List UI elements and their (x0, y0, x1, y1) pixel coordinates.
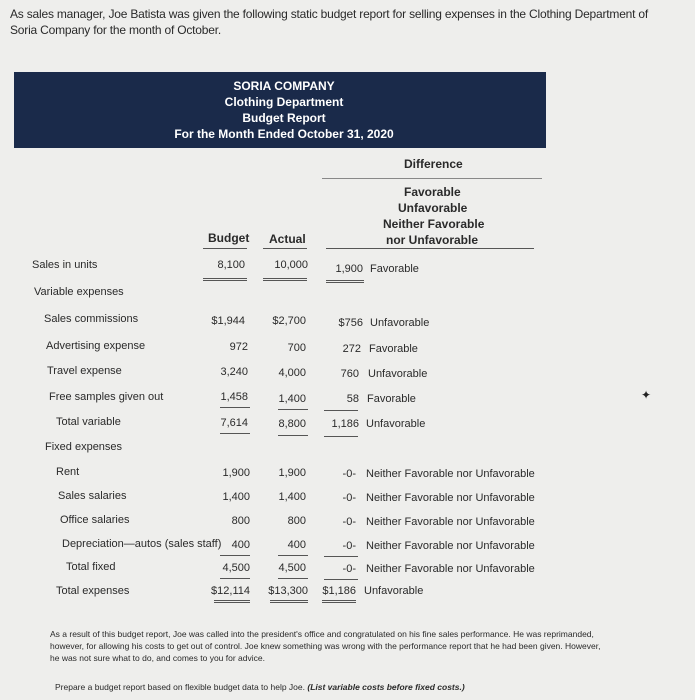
diff-value: -0- (342, 540, 356, 552)
variable-expenses-heading: Variable expenses (34, 286, 124, 298)
budget-value: 972 (229, 341, 248, 353)
legend-nor-unfavorable: nor Unfavorable (386, 233, 479, 247)
fav-label: Neither Favorable nor Unfavorable (366, 468, 535, 480)
diff-heading-rule (326, 248, 534, 249)
legend-unfavorable: Unfavorable (398, 201, 468, 215)
row-label: Depreciation—autos (sales staff) (62, 538, 222, 550)
closing-paragraph: As a result of this budget report, Joe was called into the president's office and congratulated on his fine sales performance. He was reprimanded, however, for allowing his costs to get out of control. Joe knew something was wrong with the performance report that he had been given. However, he was not sure what to do, and comes to you for advice. (50, 629, 601, 663)
diff-value: -0- (342, 516, 356, 528)
actual-value: 10,000 (274, 259, 308, 271)
diff-value: -0- (342, 492, 356, 504)
row-label: Free samples given out (49, 391, 164, 403)
fav-label: Favorable (367, 393, 416, 405)
subtotal-rule (220, 578, 250, 579)
double-rule (270, 600, 308, 601)
actual-value: 800 (287, 515, 306, 527)
legend-neither: Neither Favorable (383, 217, 485, 231)
row-label: Total variable (56, 416, 121, 428)
budget-value: 7,614 (220, 417, 248, 429)
actual-value: 1,400 (278, 491, 306, 503)
subtotal-rule (278, 555, 308, 556)
fav-label: Neither Favorable nor Unfavorable (366, 516, 535, 528)
fav-label: Favorable (369, 343, 418, 355)
budget-value: 3,240 (220, 366, 248, 378)
fav-label: Neither Favorable nor Unfavorable (366, 540, 535, 552)
fav-label: Unfavorable (368, 368, 428, 380)
department-name: Clothing Department (224, 95, 344, 109)
diff-value: 1,900 (335, 263, 363, 275)
actual-value: $2,700 (272, 315, 306, 327)
double-rule (326, 280, 364, 281)
subtotal-rule (278, 435, 308, 436)
double-rule (214, 600, 250, 601)
diff-value: $756 (338, 317, 363, 329)
difference-heading: Difference (404, 157, 463, 171)
row-label: Rent (56, 466, 80, 478)
subtotal-rule (220, 433, 250, 434)
fav-label: Unfavorable (370, 317, 430, 329)
actual-value: 400 (287, 539, 306, 551)
double-rule (322, 600, 356, 601)
budget-value: $12,114 (211, 585, 250, 597)
actual-value: 1,900 (278, 467, 306, 479)
budget-value: 1,900 (222, 467, 250, 479)
actual-value: 4,500 (278, 562, 306, 574)
diff-value: 58 (346, 393, 359, 405)
fixed-expenses-heading: Fixed expenses (45, 441, 123, 453)
row-label: Total expenses (56, 585, 130, 597)
actual-value: 4,000 (278, 367, 306, 379)
fav-label: Unfavorable (364, 585, 424, 597)
subtotal-rule (220, 407, 250, 408)
diff-value: 272 (342, 343, 361, 355)
intro-paragraph: As sales manager, Joe Batista was given the following static budget report for selling expenses in the Clothing Department of Soria Company for the month of October. (10, 7, 649, 37)
fav-label: Neither Favorable nor Unfavorable (366, 563, 535, 575)
subtotal-rule (324, 579, 358, 580)
budget-value: 4,500 (222, 562, 250, 574)
report-header (14, 72, 546, 148)
task-note: (List variable costs before fixed costs.) (307, 682, 465, 692)
report-title: Budget Report (242, 111, 326, 125)
row-label: Sales salaries (58, 490, 127, 502)
budget-heading: Budget (208, 231, 250, 245)
subtotal-rule (324, 410, 358, 411)
actual-heading-rule (263, 248, 307, 249)
row-label: Office salaries (60, 514, 130, 526)
budget-value: 1,458 (220, 391, 248, 403)
budget-value: 400 (231, 539, 250, 551)
actual-value: 700 (287, 342, 306, 354)
row-label: Travel expense (47, 365, 122, 377)
subtotal-rule (324, 556, 358, 557)
budget-value: $1,944 (211, 315, 245, 327)
subtotal-rule (324, 436, 358, 437)
budget-value: 8,100 (217, 259, 245, 271)
diff-value: 760 (340, 368, 359, 380)
double-rule (203, 278, 247, 279)
difference-rule (322, 178, 542, 179)
actual-heading: Actual (269, 232, 306, 246)
mouse-cursor-icon: ✦ (641, 388, 652, 402)
budget-value: 800 (231, 515, 250, 527)
legend-favorable: Favorable (404, 185, 461, 199)
report-period: For the Month Ended October 31, 2020 (174, 127, 394, 141)
fav-label: Unfavorable (366, 418, 426, 430)
fav-label: Favorable (370, 263, 419, 275)
budget-value: 1,400 (222, 491, 250, 503)
task-instruction (55, 682, 465, 692)
row-label: Advertising expense (46, 340, 146, 352)
diff-value: $1,186 (322, 585, 356, 597)
company-name: SORIA COMPANY (233, 79, 335, 93)
subtotal-rule (278, 578, 308, 579)
row-label: Sales commissions (44, 313, 139, 325)
fav-label: Neither Favorable nor Unfavorable (366, 492, 535, 504)
diff-value: -0- (342, 563, 356, 575)
diff-value: 1,186 (331, 418, 359, 430)
budget-heading-rule (203, 248, 247, 249)
task-text: Prepare a budget report based on flexible budget data to help Joe. (55, 682, 305, 692)
subtotal-rule (278, 409, 308, 410)
diff-value: -0- (342, 468, 356, 480)
subtotal-rule (220, 555, 250, 556)
row-label: Sales in units (32, 259, 98, 271)
row-label: Total fixed (66, 561, 116, 573)
actual-value: 1,400 (278, 393, 306, 405)
actual-value: 8,800 (278, 418, 306, 430)
double-rule (263, 278, 307, 279)
actual-value: $13,300 (268, 585, 308, 597)
